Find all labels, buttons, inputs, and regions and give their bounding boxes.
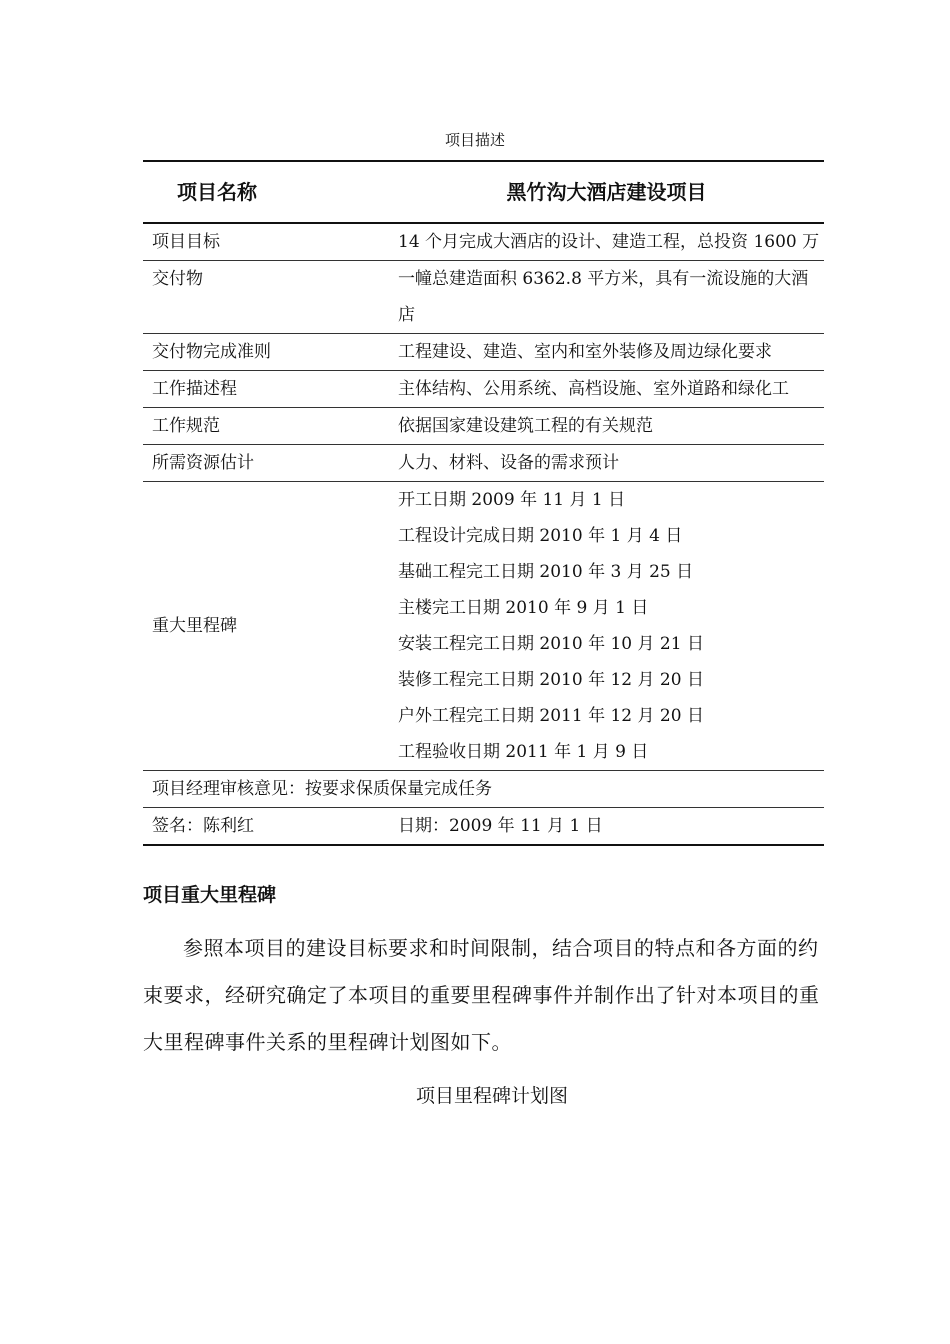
milestone-item: 户外工程完工日期 2011 年 12 月 20 日: [398, 706, 704, 726]
project-description-table: [143, 160, 824, 846]
milestones-row: [143, 482, 824, 771]
milestone-item: 工程设计完成日期 2010 年 1 月 4 日: [398, 526, 683, 546]
figure-caption: 项目里程碑计划图: [415, 1085, 568, 1107]
project-name-label: 项目名称: [143, 161, 389, 223]
row-value: 14 个月完成大酒店的设计、建造工程，总投资 1600 万: [389, 223, 824, 261]
table-row: [143, 334, 824, 371]
milestone-item: 工程验收日期 2011 年 1 月 9 日: [398, 742, 649, 762]
row-label: 工作描述程: [143, 371, 389, 408]
milestones-list: [389, 482, 824, 771]
row-value: 主体结构、公用系统、高档设施、室外道路和绿化工: [389, 371, 824, 408]
table-row: [143, 408, 824, 445]
milestone-item: 安装工程完工日期 2010 年 10 月 21 日: [398, 634, 704, 654]
signature: 签名：陈利红: [143, 808, 389, 846]
row-label: 交付物: [143, 261, 389, 334]
signature-row: [143, 808, 824, 846]
table-row: [143, 371, 824, 408]
section-heading: 项目重大里程碑: [143, 884, 277, 906]
review-row: [143, 771, 824, 808]
row-label: 交付物完成准则: [143, 334, 389, 371]
row-value: 一幢总建造面积 6362.8 平方米，具有一流设施的大酒店: [389, 261, 824, 334]
table-caption: 项目描述: [444, 131, 505, 149]
row-label: 项目目标: [143, 223, 389, 261]
table-header-row: [143, 161, 824, 223]
milestones-label: 重大里程碑: [143, 482, 389, 771]
review-text: 项目经理审核意见：按要求保质保量完成任务: [143, 771, 824, 808]
table-row: [143, 223, 824, 261]
project-name-value: 黑竹沟大酒店建设项目: [389, 161, 824, 223]
row-value: 依据国家建设建筑工程的有关规范: [389, 408, 824, 445]
row-label: 所需资源估计: [143, 445, 389, 482]
signature-date: 日期：2009 年 11 月 1 日: [389, 808, 824, 846]
table-row: [143, 445, 824, 482]
table-row: [143, 261, 824, 334]
milestone-item: 基础工程完工日期 2010 年 3 月 25 日: [398, 562, 694, 582]
body-paragraph: 参照本项目的建设目标要求和时间限制，结合项目的特点和各方面的约束要求，经研究确定了本项目的重要里程碑事件并制作出了针对本项目的重大里程碑事件关系的里程碑计划图如下。: [143, 936, 820, 1054]
row-value: 工程建设、建造、室内和室外装修及周边绿化要求: [389, 334, 824, 371]
milestone-item: 开工日期 2009 年 11 月 1 日: [398, 490, 626, 510]
row-value: 人力、材料、设备的需求预计: [389, 445, 824, 482]
milestone-item: 装修工程完工日期 2010 年 12 月 20 日: [398, 670, 704, 690]
milestone-item: 主楼完工日期 2010 年 9 月 1 日: [398, 598, 649, 618]
row-label: 工作规范: [143, 408, 389, 445]
